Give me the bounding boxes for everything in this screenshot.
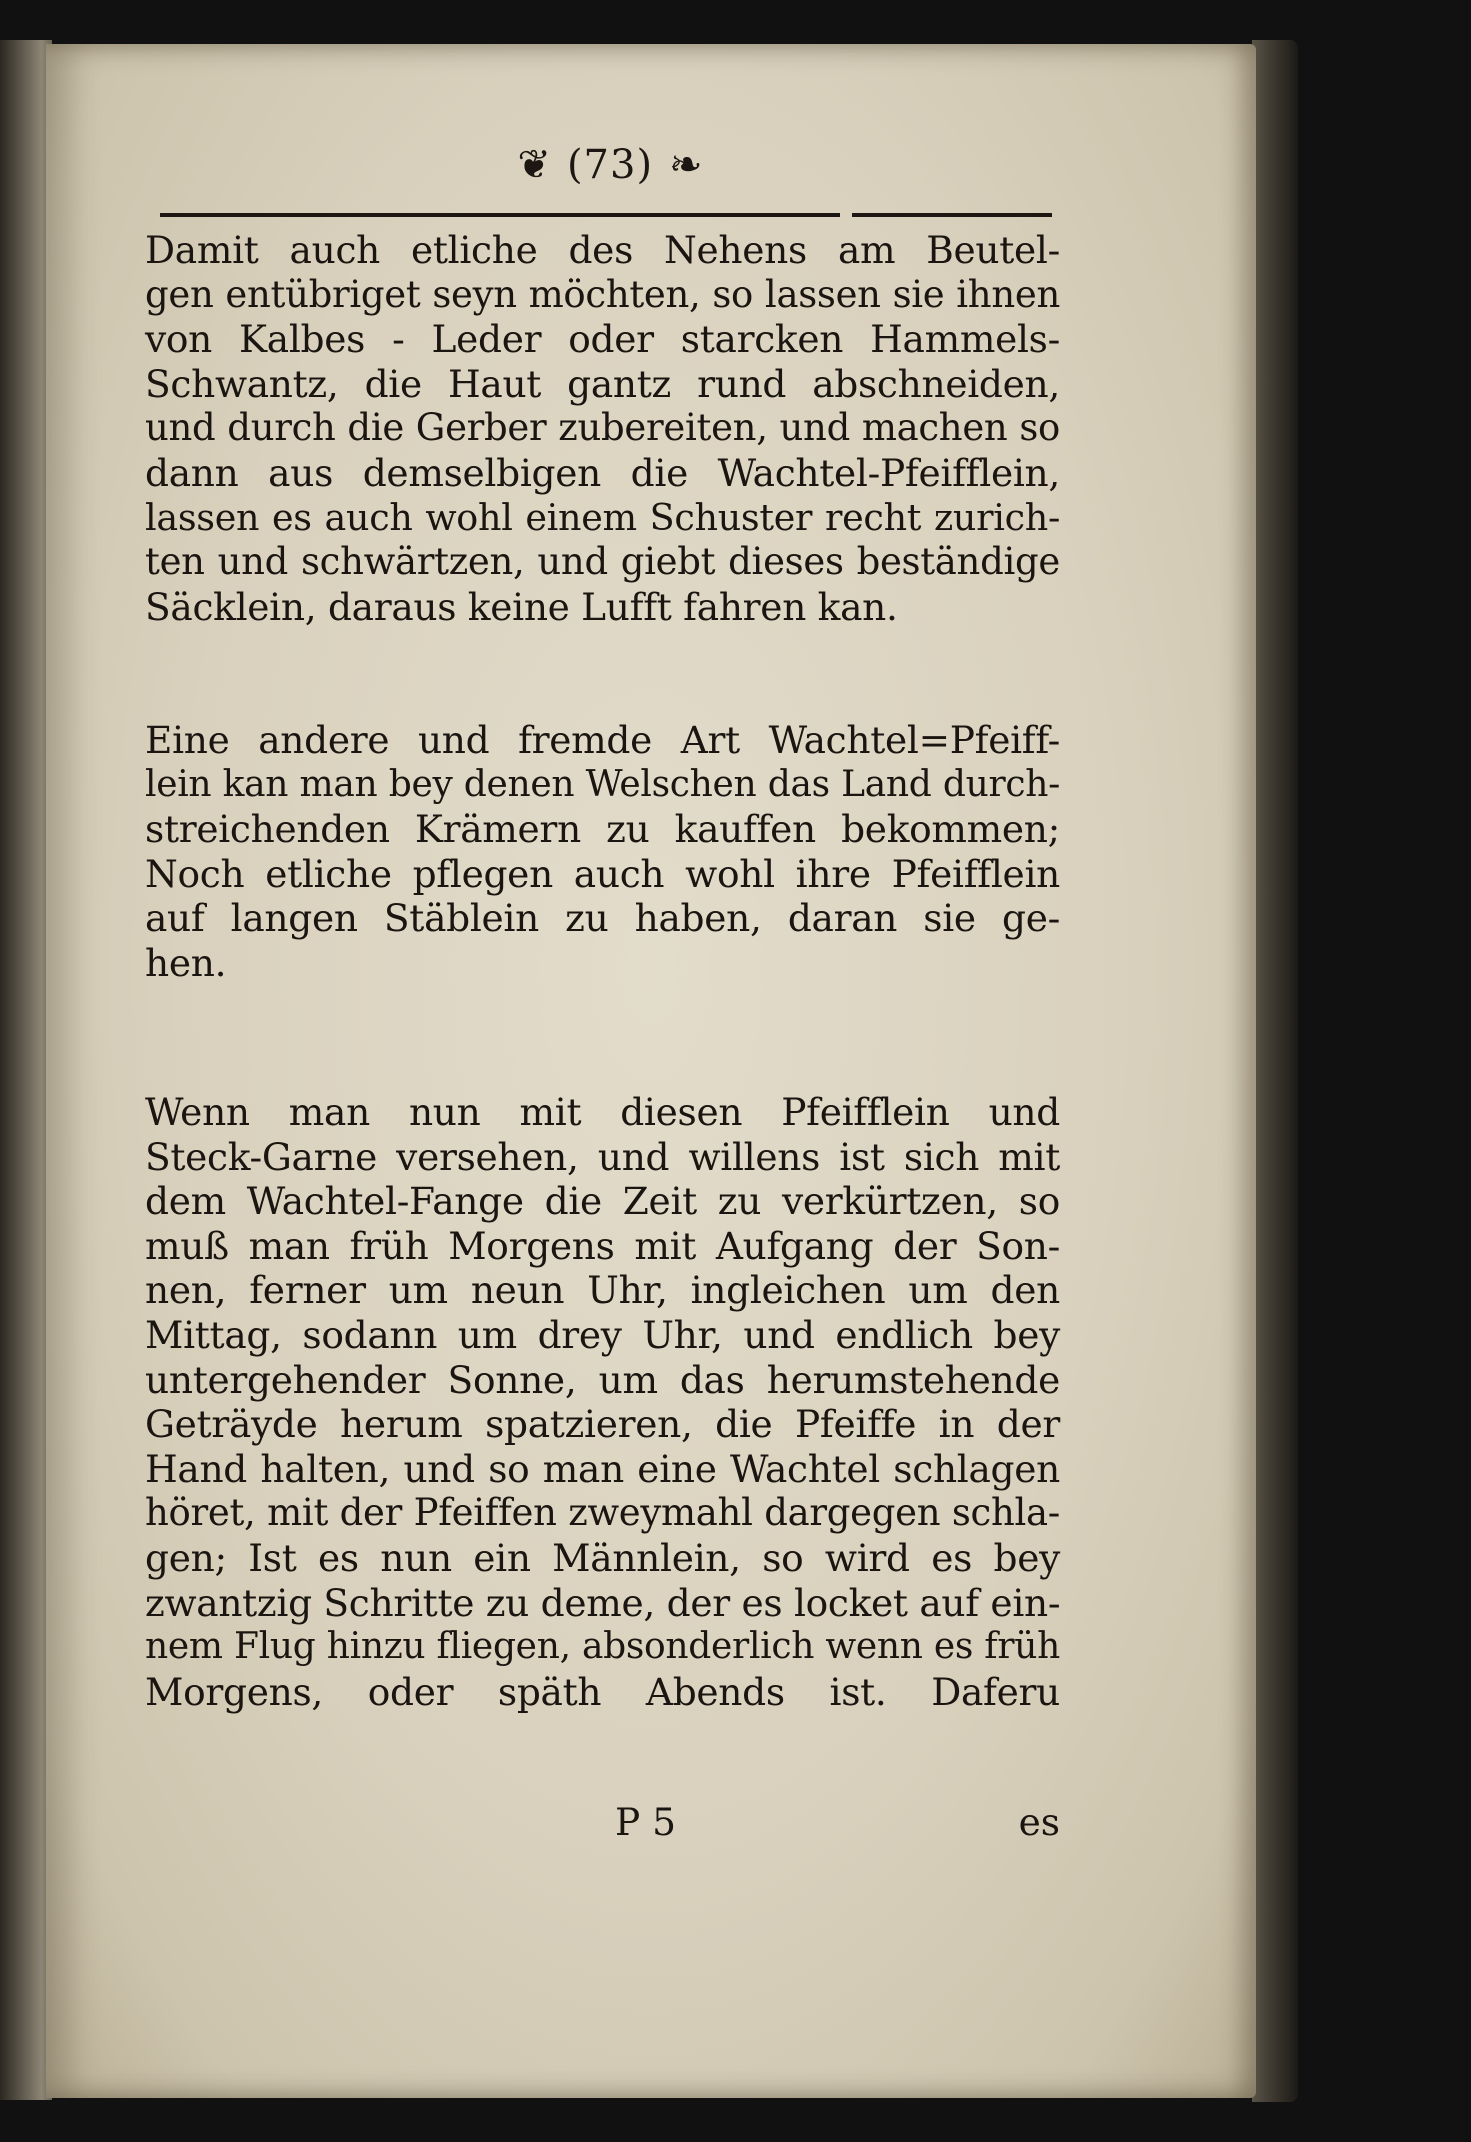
text-line: Damit auch etliche des Nehens am Beutel- — [145, 228, 1060, 272]
text-line: untergehender Sonne, um das herumstehende — [145, 1357, 1060, 1402]
header-rule-right — [852, 213, 1052, 217]
text-line: dann aus demselbigen die Wachtel-Pfeifflein, — [145, 450, 1060, 495]
text-line: höret, mit der Pfeiffen zweymahl dargegen schla- — [145, 1491, 1060, 1535]
text-line: Geträyde herum spatzieren, die Pfeiffe in der — [145, 1402, 1060, 1447]
text-line: auf langen Stäblein zu haben, daran sie ge- — [145, 896, 1060, 941]
text-line: lein kan man bey denen Welschen das Land durch- — [145, 763, 1060, 805]
catchword: es — [1018, 1800, 1060, 1844]
text-line: nem Flug hinzu fliegen, absonderlich wenn es früh — [145, 1626, 1060, 1668]
text-line: Morgens, oder späth Abends ist. Daferu — [145, 1669, 1060, 1714]
text-line: lassen es auch wohl einem Schuster recht zurich- — [145, 495, 1060, 539]
text-line: Noch etliche pflegen auch wohl ihre Pfeifflein — [145, 851, 1060, 896]
paragraph-3 — [145, 1090, 1060, 1714]
text-line: Mittag, sodann um drey Uhr, und endlich bey — [145, 1312, 1060, 1357]
header-rule-left — [160, 213, 840, 217]
book-fore-edge — [1252, 40, 1298, 2102]
ornament-right-icon: ❧ — [669, 142, 703, 188]
text-line: nen, ferner um neun Uhr, ingleichen um den — [145, 1268, 1060, 1313]
text-line: dem Wachtel-Fange die Zeit zu verkürtzen, so — [145, 1179, 1060, 1224]
page-number: (73) — [566, 142, 654, 188]
text-line: von Kalbes - Leder oder starcken Hammels- — [145, 317, 1060, 362]
text-line: Säcklein, daraus keine Lufft fahren kan. — [145, 584, 898, 629]
ornament-left-icon: ❦ — [517, 142, 551, 188]
text-line: Wenn man nun mit diesen Pfeifflein und — [145, 1090, 1060, 1134]
text-line: ten und schwärtzen, und giebt dieses beständige — [145, 540, 1060, 584]
book-spine — [0, 40, 52, 2100]
text-line: Steck-Garne versehen, und willens ist sich mit — [145, 1134, 1060, 1179]
text-line: gen entübriget seyn möchten, so lassen sie ihnen — [145, 272, 1060, 316]
text-line: gen; Ist es nun ein Männlein, so wird es bey — [145, 1535, 1060, 1580]
paragraph-1 — [145, 228, 1060, 629]
page-footer — [145, 1800, 1060, 1850]
text-line: muß man früh Morgens mit Aufgang der Son- — [145, 1223, 1060, 1268]
text-line: Schwantz, die Haut gantz rund abschneiden, — [145, 361, 1060, 406]
paragraph-2 — [145, 718, 1060, 986]
text-line: streichenden Krämern zu kauffen bekommen; — [145, 807, 1060, 852]
text-line: und durch die Gerber zubereiten, und machen so — [145, 406, 1060, 450]
text-line: Hand halten, und so man eine Wachtel schlagen — [145, 1446, 1060, 1491]
page-header — [150, 135, 1070, 195]
text-line: hen. — [145, 940, 227, 985]
signature-mark: P 5 — [615, 1800, 677, 1844]
text-line: Eine andere und fremde Art Wachtel=Pfeiff- — [145, 718, 1060, 762]
text-line: zwantzig Schritte zu deme, der es locket auf ein- — [145, 1580, 1061, 1625]
